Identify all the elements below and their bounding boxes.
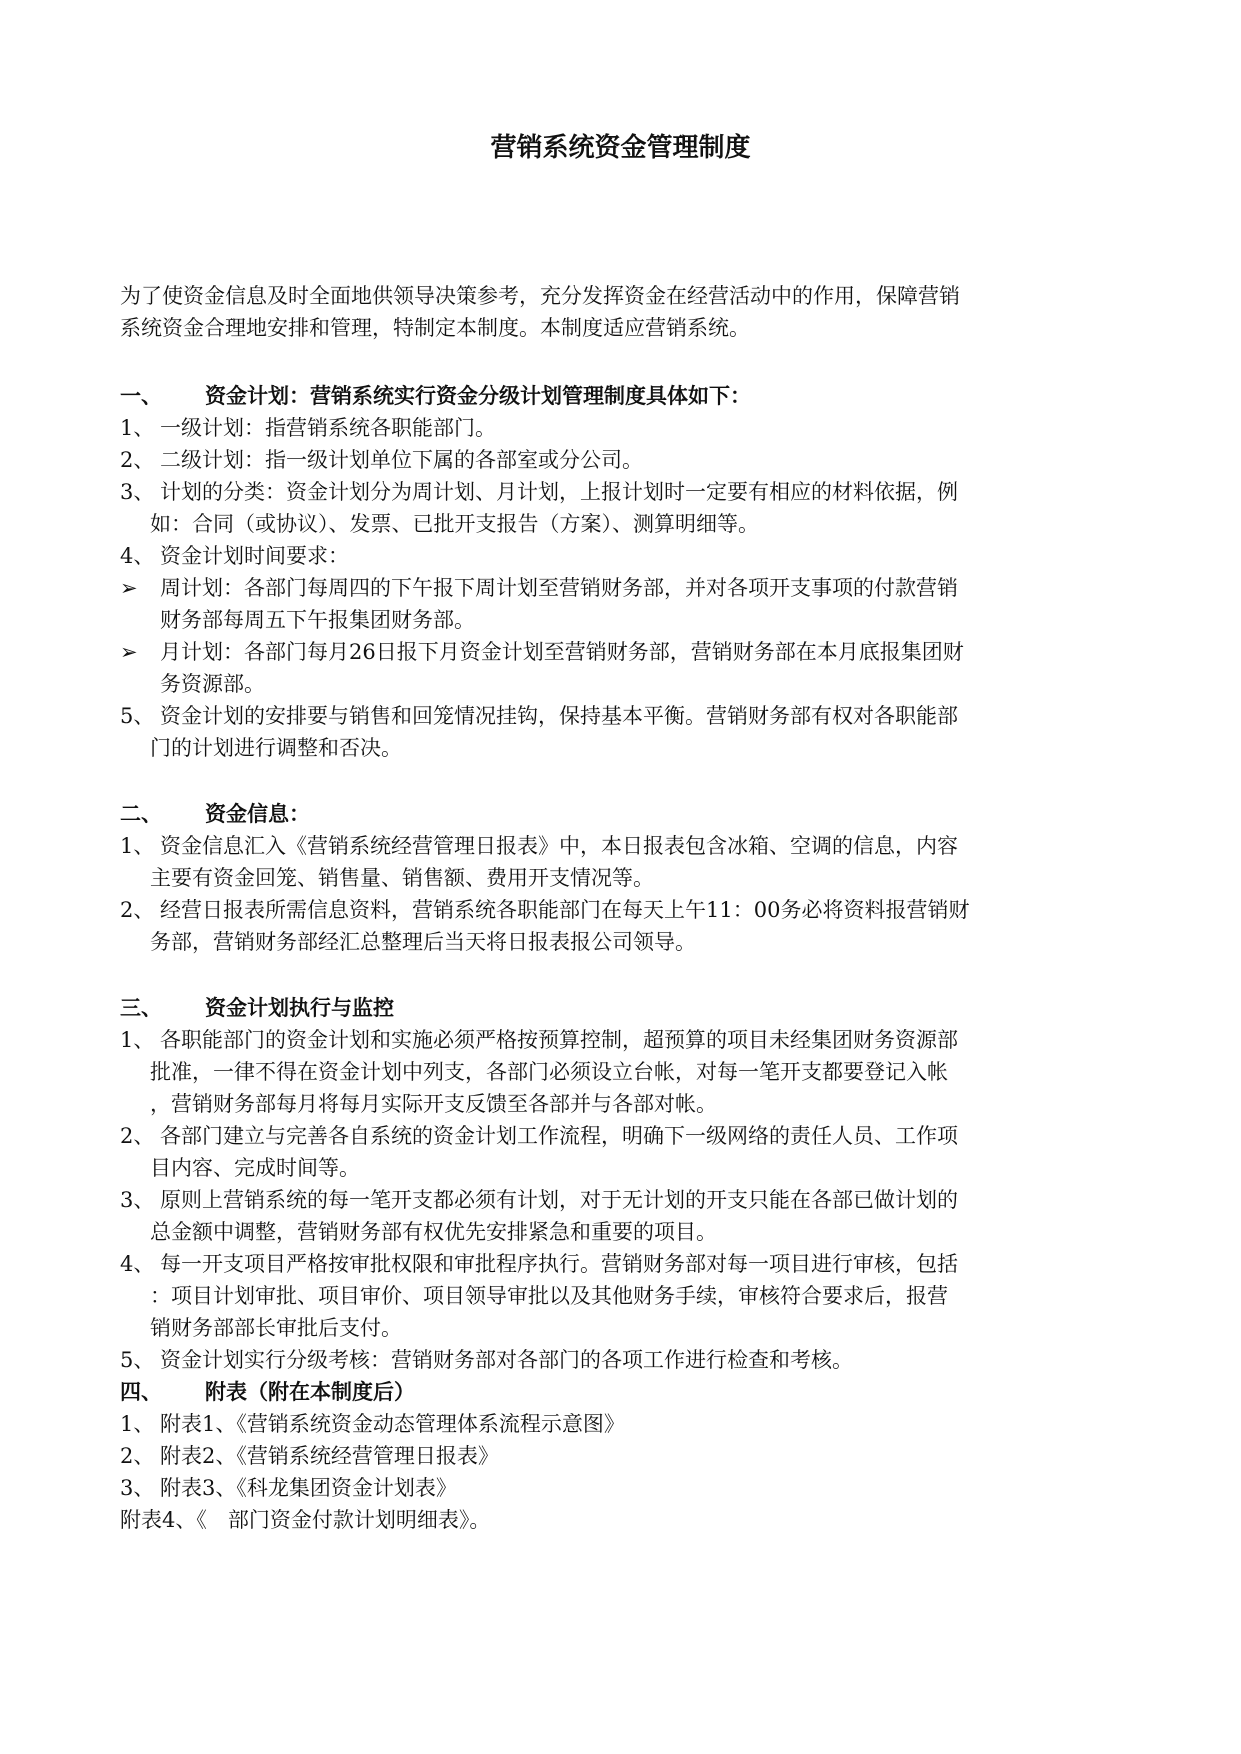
item-number: 1、 xyxy=(120,1028,155,1052)
item-continuation: 目内容、完成时间等。 xyxy=(150,1156,360,1180)
list-item xyxy=(120,540,349,572)
list-item xyxy=(120,1120,958,1152)
item-number: 5、 xyxy=(120,1348,155,1372)
item-number: 3、 xyxy=(120,1476,155,1500)
item-continuation: 总金额中调整，营销财务部有权优先安排紧急和重要的项目。 xyxy=(150,1220,717,1244)
arrow-bullet-icon: ➢ xyxy=(120,640,138,664)
section-title: 资金信息： xyxy=(205,802,310,826)
intro-line: 为了使资金信息及时全面地供领导决策参考，充分发挥资金在经营活动中的作用，保障营销 xyxy=(120,284,960,308)
item-text: 每一开支项目严格按审批权限和审批程序执行。营销财务部对每一项目进行审核，包括 xyxy=(160,1252,958,1276)
list-item xyxy=(120,444,643,476)
list-item xyxy=(120,700,958,732)
bullet-item xyxy=(120,572,958,604)
item-text: 一级计划：指营销系统各职能部门。 xyxy=(160,416,496,440)
list-item xyxy=(120,830,958,862)
section-heading xyxy=(120,380,751,412)
item-number: 1、 xyxy=(120,1412,155,1436)
item-text: 附表3、《科龙集团资金计划表》 xyxy=(160,1476,457,1500)
item-text: 月计划：各部门每月26日报下月资金计划至营销财务部，营销财务部在本月底报集团财 xyxy=(160,640,964,664)
item-number: 3、 xyxy=(120,1188,155,1212)
item-continuation: 门的计划进行调整和否决。 xyxy=(150,736,402,760)
item-text: 资金信息汇入《营销系统经营管理日报表》中，本日报表包含冰箱、空调的信息，内容 xyxy=(160,834,958,858)
item-continuation: 如：合同（或协议）、发票、已批开支报告（方案）、测算明细等。 xyxy=(150,512,759,536)
item-text: 附表1、《营销系统资金动态管理体系流程示意图》 xyxy=(160,1412,625,1436)
section-heading xyxy=(120,992,394,1024)
document-title: 营销系统资金管理制度 xyxy=(490,133,751,163)
arrow-bullet-icon: ➢ xyxy=(120,576,138,600)
item-number: 4、 xyxy=(120,544,155,568)
list-item xyxy=(120,1408,625,1440)
item-number: 1、 xyxy=(120,834,155,858)
item-number: 1、 xyxy=(120,416,155,440)
section-heading xyxy=(120,1376,415,1408)
item-number: 2、 xyxy=(120,448,155,472)
item-number: 4、 xyxy=(120,1252,155,1276)
item-text: 资金计划时间要求： xyxy=(160,544,349,568)
item-continuation: 销财务部部长审批后支付。 xyxy=(150,1316,402,1340)
item-text: 二级计划：指一级计划单位下属的各部室或分公司。 xyxy=(160,448,643,472)
section-title: 资金计划执行与监控 xyxy=(205,996,394,1020)
list-item xyxy=(120,1248,958,1280)
list-item xyxy=(120,894,969,926)
item-number: 5、 xyxy=(120,704,155,728)
item-continuation: 务资源部。 xyxy=(160,672,265,696)
list-item xyxy=(120,412,496,444)
list-item xyxy=(120,1440,499,1472)
section-number: 三、 xyxy=(120,996,162,1020)
bullet-item xyxy=(120,636,964,668)
item-text: 计划的分类：资金计划分为周计划、月计划，上报计划时一定要有相应的材料依据，例 xyxy=(160,480,958,504)
list-item xyxy=(120,1472,457,1504)
item-number: 2、 xyxy=(120,898,155,922)
item-number: 3、 xyxy=(120,480,155,504)
list-item xyxy=(120,1184,958,1216)
list-item xyxy=(120,1344,853,1376)
section-title: 资金计划：营销系统实行资金分级计划管理制度具体如下： xyxy=(205,384,751,408)
item-continuation: 财务部每周五下午报集团财务部。 xyxy=(160,608,475,632)
list-item xyxy=(120,476,958,508)
item-text: 资金计划的安排要与销售和回笼情况挂钩，保持基本平衡。营销财务部有权对各职能部 xyxy=(160,704,958,728)
item-text: 经营日报表所需信息资料，营销系统各职能部门在每天上午11：00务必将资料报营销财 xyxy=(160,898,970,922)
item-text: 各职能部门的资金计划和实施必须严格按预算控制，超预算的项目未经集团财务资源部 xyxy=(160,1028,958,1052)
section-number: 二、 xyxy=(120,802,162,826)
list-item xyxy=(120,1024,958,1056)
item-text: 各部门建立与完善各自系统的资金计划工作流程，明确下一级网络的责任人员、工作项 xyxy=(160,1124,958,1148)
section-number: 四、 xyxy=(120,1380,162,1404)
item-number: 2、 xyxy=(120,1444,155,1468)
item-continuation: 批准，一律不得在资金计划中列支，各部门必须设立台帐，对每一笔开支都要登记入帐 xyxy=(150,1060,948,1084)
list-item: 附表4、《 部门资金付款计划明细表》。 xyxy=(120,1508,491,1532)
section-title: 附表（附在本制度后） xyxy=(205,1380,415,1404)
item-continuation: 务部，营销财务部经汇总整理后当天将日报表报公司领导。 xyxy=(150,930,696,954)
item-number: 2、 xyxy=(120,1124,155,1148)
item-text: 附表2、《营销系统经营管理日报表》 xyxy=(160,1444,499,1468)
item-continuation: ，营销财务部每月将每月实际开支反馈至各部并与各部对帐。 xyxy=(150,1092,717,1116)
item-text: 资金计划实行分级考核：营销财务部对各部门的各项工作进行检查和考核。 xyxy=(160,1348,853,1372)
item-continuation: ：项目计划审批、项目审价、项目领导审批以及其他财务手续，审核符合要求后，报营 xyxy=(150,1284,948,1308)
item-continuation: 主要有资金回笼、销售量、销售额、费用开支情况等。 xyxy=(150,866,654,890)
intro-line: 系统资金合理地安排和管理，特制定本制度。本制度适应营销系统。 xyxy=(120,316,750,340)
section-number: 一、 xyxy=(120,384,162,408)
item-text: 周计划：各部门每周四的下午报下周计划至营销财务部，并对各项开支事项的付款营销 xyxy=(160,576,958,600)
item-text: 原则上营销系统的每一笔开支都必须有计划，对于无计划的开支只能在各部已做计划的 xyxy=(160,1188,958,1212)
section-heading xyxy=(120,798,310,830)
